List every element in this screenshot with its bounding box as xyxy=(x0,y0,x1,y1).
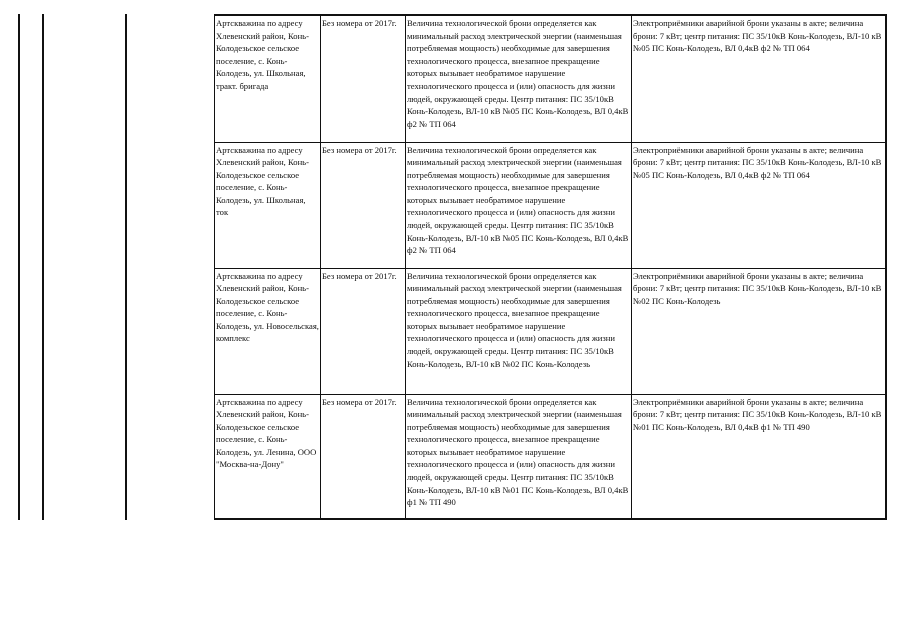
table-row xyxy=(215,268,886,394)
object-cell: Артскважина по адресу Хлевенский район, Конь-Колодезьское сельское поселение, с. Конь-Колодезь, ул. Школьная, тракт. бригада xyxy=(215,15,321,142)
act-cell: Без номера от 2017г. xyxy=(321,15,406,142)
column-rule-3 xyxy=(125,14,127,520)
description-cell: Величина технологической брони определяется как минимальный расход электрической энергии (наименьшая потребляемая мощность) необходимые для завершения технологического процесса, внезапное прекращение которых вызывает необратимое нарушение технологического процесса и (или) опасность для жизни людей, окружающей среды. Центр питания: ПС 35/10кВ Конь-Колодезь, ВЛ-10 кВ №05 ПС Конь-Колодезь, ВЛ 0,4кВ ф2 № ТП 064 xyxy=(406,142,632,268)
column-rule-2 xyxy=(42,14,44,520)
object-cell: Артскважина по адресу Хлевенский район, Конь-Колодезьское сельское поселение, с. Конь-Колодезь, ул. Школьная, ток xyxy=(215,142,321,268)
column-rule-1 xyxy=(18,14,20,520)
note-cell: Электроприёмники аварийной брони указаны в акте; величина брони: 7 кВт; центр питания: ПС 35/10кВ Конь-Колодезь, ВЛ-10 кВ №02 ПС Конь-Колодезь xyxy=(632,268,886,394)
reserve-table xyxy=(214,14,887,520)
table-row xyxy=(215,394,886,519)
description-cell: Величина технологической брони определяется как минимальный расход электрической энергии (наименьшая потребляемая мощность) необходимые для завершения технологического процесса, внезапное прекращение которых вызывает необратимое нарушение технологического процесса и (или) опасность для жизни людей, окружающей среды. Центр питания: ПС 35/10кВ Конь-Колодезь, ВЛ-10 кВ №05 ПС Конь-Колодезь, ВЛ 0,4кВ ф2 № ТП 064 xyxy=(406,15,632,142)
table-row xyxy=(215,15,886,142)
note-cell: Электроприёмники аварийной брони указаны в акте; величина брони: 7 кВт; центр питания: ПС 35/10кВ Конь-Колодезь, ВЛ-10 кВ №05 ПС Конь-Колодезь, ВЛ 0,4кВ ф2 № ТП 064 xyxy=(632,15,886,142)
act-cell: Без номера от 2017г. xyxy=(321,394,406,519)
note-cell: Электроприёмники аварийной брони указаны в акте; величина брони: 7 кВт; центр питания: ПС 35/10кВ Конь-Колодезь, ВЛ-10 кВ №01 ПС Конь-Колодезь, ВЛ 0,4кВ ф1 № ТП 490 xyxy=(632,394,886,519)
description-cell: Величина технологической брони определяется как минимальный расход электрической энергии (наименьшая потребляемая мощность) необходимые для завершения технологического процесса, внезапное прекращение которых вызывает необратимое нарушение технологического процесса и (или) опасность для жизни людей, окружающей среды. Центр питания: ПС 35/10кВ Конь-Колодезь, ВЛ-10 кВ №01 ПС Конь-Колодезь, ВЛ 0,4кВ ф1 № ТП 490 xyxy=(406,394,632,519)
object-cell: Артскважина по адресу Хлевенский район, Конь-Колодезьское сельское поселение, с. Конь-Колодезь, ул. Ленина, ООО "Москва-на-Дону" xyxy=(215,394,321,519)
note-cell: Электроприёмники аварийной брони указаны в акте; величина брони: 7 кВт; центр питания: ПС 35/10кВ Конь-Колодезь, ВЛ-10 кВ №05 ПС Конь-Колодезь, ВЛ 0,4кВ ф2 № ТП 064 xyxy=(632,142,886,268)
act-cell: Без номера от 2017г. xyxy=(321,268,406,394)
description-cell: Величина технологической брони определяется как минимальный расход электрической энергии (наименьшая потребляемая мощность) необходимые для завершения технологического процесса, внезапное прекращение которых вызывает необратимое нарушение технологического процесса и (или) опасность для жизни людей, окружающей среды. Центр питания: ПС 35/10кВ Конь-Колодезь, ВЛ-10 кВ №02 ПС Конь-Колодезь xyxy=(406,268,632,394)
table-row xyxy=(215,142,886,268)
object-cell: Артскважина по адресу Хлевенский район, Конь-Колодезьское сельское поселение, с. Конь-Колодезь, ул. Новосельская, комплекс xyxy=(215,268,321,394)
act-cell: Без номера от 2017г. xyxy=(321,142,406,268)
